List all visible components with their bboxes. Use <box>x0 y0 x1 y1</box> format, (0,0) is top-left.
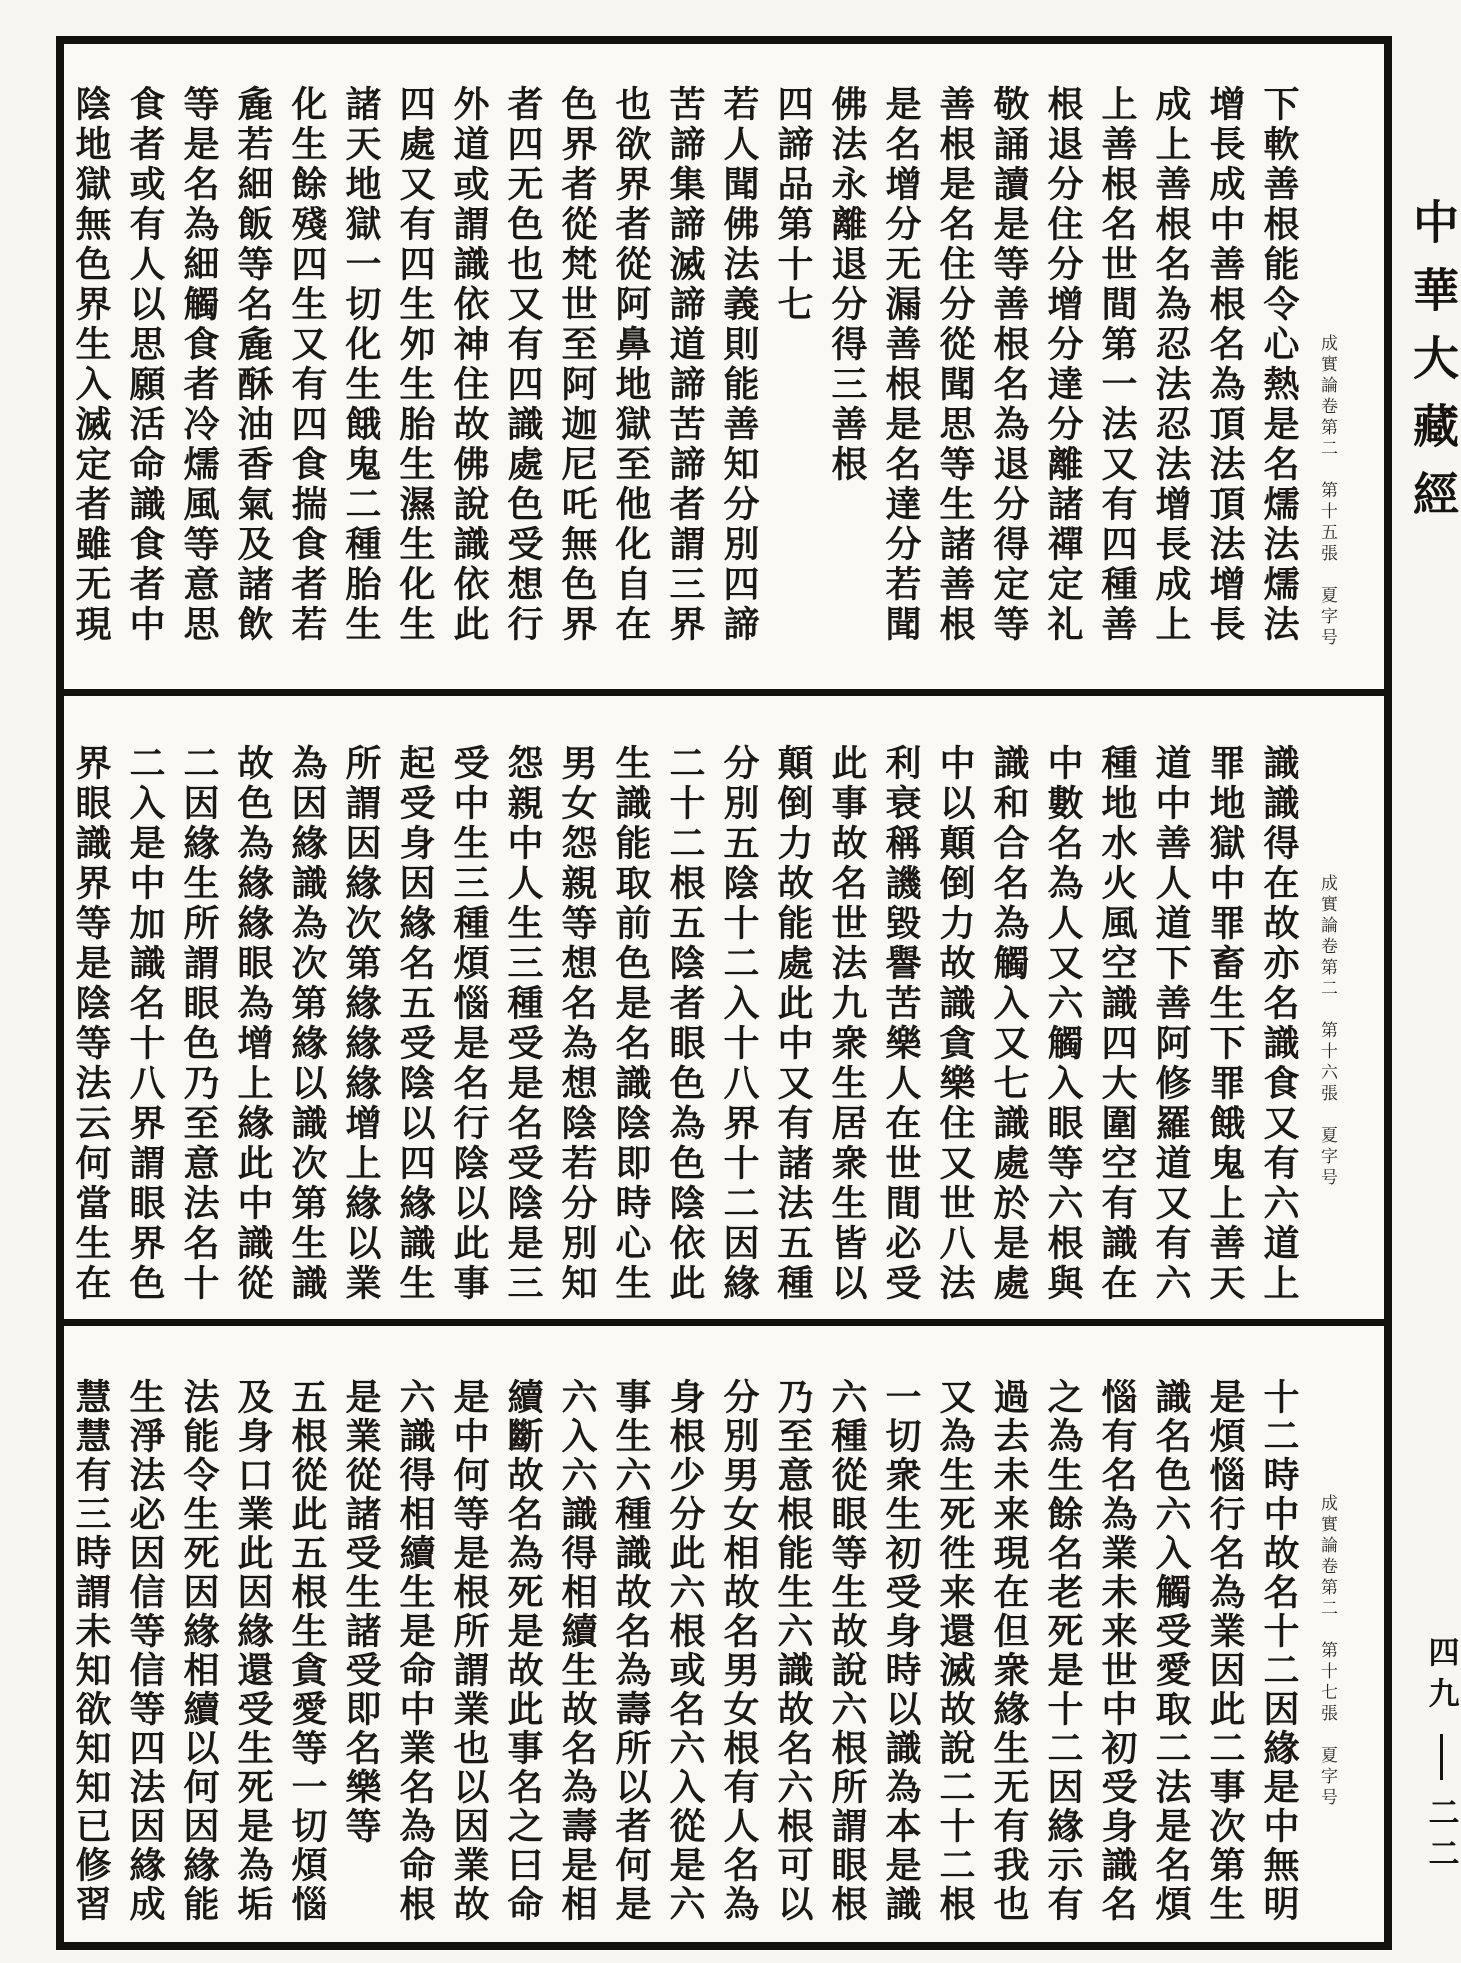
text-column: 二因緣生所謂眼色乃至意法名十 <box>179 744 219 1304</box>
interlinear-note-2: 成實論卷第二 第十六張 夏字号 <box>1318 874 1337 1189</box>
text-column: 慧慧有三時謂未知欲知知已修習 <box>71 1378 111 1924</box>
text-column: 諸天地獄一切化生餓鬼二種胎生 <box>341 85 381 645</box>
text-column: 為因緣識為次第緣以識次第生識 <box>287 744 327 1304</box>
text-column: 化生餘殘四生又有四食揣食者若 <box>287 85 327 645</box>
text-column: 增長成中善根名為頂法頂法增長 <box>1205 85 1245 645</box>
text-column: 利衰稱譏毀譽苦樂人在世間必受 <box>881 744 921 1304</box>
text-column: 起受身因緣名五受陰以四緣識生 <box>395 744 435 1304</box>
page-frame <box>56 36 1392 1950</box>
text-column: 法能令生死因緣相續以何因緣能 <box>179 1378 219 1924</box>
text-column: 怨親中人生三種受是名受陰是三 <box>503 744 543 1304</box>
text-column: 食者或有人以思願活命識食者中 <box>125 85 165 645</box>
text-column: 故色為緣緣眼為增上緣此中識從 <box>233 744 273 1304</box>
page-number-value: 二二 <box>1423 1796 1459 1878</box>
interlinear-note-1: 成實論卷第二 第十五張 夏字号 <box>1318 334 1337 649</box>
text-column: 麁若細飯等名麁酥油香氣及諸飲 <box>233 85 273 645</box>
canon-margin-title: 中華大藏經 <box>1407 198 1458 538</box>
text-column: 下軟善根能令心熱是名燸法燸法 <box>1259 85 1299 645</box>
page-number <box>1418 1636 1461 1878</box>
text-column: 十二時中故名十二因緣是中無明 <box>1259 1378 1299 1924</box>
text-column: 中數名為人又六觸入眼等六根與 <box>1043 744 1083 1304</box>
text-column: 中以顛倒力故識貪樂住又世八法 <box>935 744 975 1304</box>
text-column: 外道或謂識依神住故佛說識依此 <box>449 85 489 645</box>
text-column: 等是名為細觸食者冷燸風等意思 <box>179 85 219 645</box>
text-column: 惱有名為業未来世中初受身識名 <box>1097 1378 1137 1924</box>
text-column: 識識得在故亦名識食又有六道上 <box>1259 744 1299 1304</box>
text-column: 六種從眼等生故說六根所謂眼根 <box>827 1378 867 1924</box>
text-block-1-columns <box>64 85 1306 657</box>
text-column: 界眼識界等是陰等法云何當生在 <box>71 744 111 1304</box>
text-column: 此事故名世法九衆生居衆生皆以 <box>827 744 867 1304</box>
text-column: 識名色六入觸受愛取二法是名煩 <box>1151 1378 1191 1924</box>
text-column: 色界者從梵世至阿迦尼吒無色界 <box>557 85 597 645</box>
text-column: 二入是中加識名十八界謂眼界色 <box>125 744 165 1304</box>
text-column: 及身口業此因緣還受生死是為垢 <box>233 1378 273 1924</box>
text-column: 敬誦讀是等善根名為退分得定等 <box>989 85 1029 645</box>
text-column: 身根少分此六根或名六入從是六 <box>665 1378 705 1924</box>
text-column: 生識能取前色是名識陰即時心生 <box>611 744 651 1304</box>
text-column: 罪地獄中罪畜生下罪餓鬼上善天 <box>1205 744 1245 1304</box>
text-column: 續斷故名為死是故此事名之曰命 <box>503 1378 543 1924</box>
text-column: 事生六種識故名為壽所以者何是 <box>611 1378 651 1924</box>
text-column: 上善根名世間第一法又有四種善 <box>1097 85 1137 645</box>
text-column: 道中善人道下善阿修羅道又有六 <box>1151 744 1191 1304</box>
text-column: 六入六識得相續生故名為壽是相 <box>557 1378 597 1924</box>
text-column: 善根是名住分從聞思等生諸善根 <box>935 85 975 645</box>
interlinear-note-3: 成實論卷第二 第十七張 夏字号 <box>1318 1494 1337 1809</box>
text-block-3 <box>64 1326 1384 1942</box>
text-column: 苦諦集諦滅諦道諦苦諦者謂三界 <box>665 85 705 645</box>
text-block-1 <box>64 44 1384 696</box>
text-column: 是煩惱行名為業因此二事次第生 <box>1205 1378 1245 1924</box>
number-separator <box>1440 1734 1443 1780</box>
text-column: 乃至意根能生六識故名六根可以 <box>773 1378 813 1924</box>
text-block-2-columns <box>64 744 1306 1316</box>
text-column: 也欲界者從阿鼻地獄至他化自在 <box>611 85 651 645</box>
text-column: 男女怨親等想名為想陰若分別知 <box>557 744 597 1304</box>
text-column: 顛倒力故能處此中又有諸法五種 <box>773 744 813 1304</box>
text-column: 識和合名為觸入又七識處於是處 <box>989 744 1029 1304</box>
text-column: 者四无色也又有四識處色受想行 <box>503 85 543 645</box>
text-column: 分別五陰十二入十八界十二因緣 <box>719 744 759 1304</box>
text-column: 是中何等是根所謂業也以因業故 <box>449 1378 489 1924</box>
text-column: 根退分住分增分達分離諸禪定礼 <box>1043 85 1083 645</box>
text-column: 成上善根名為忍法忍法增長成上 <box>1151 85 1191 645</box>
text-column: 又為生死徃来還滅故說二十二根 <box>935 1378 975 1924</box>
text-column: 生淨法必因信等信等四法因緣成 <box>125 1378 165 1924</box>
text-column: 種地水火風空識四大圍空有識在 <box>1097 744 1137 1304</box>
text-column: 六識得相續生是命中業名為命根 <box>395 1378 435 1924</box>
text-column: 四諦品第十七 <box>773 85 813 325</box>
text-column: 所謂因緣次第緣緣緣增上緣以業 <box>341 744 381 1304</box>
text-column: 若人聞佛法義則能善知分別四諦 <box>719 85 759 645</box>
text-column: 是業從諸受生諸受即名樂等 <box>341 1378 381 1846</box>
text-column: 之為生餘名老死是十二因緣示有 <box>1043 1378 1083 1924</box>
text-column: 一切衆生初受身時以識為本是識 <box>881 1378 921 1924</box>
volume-number: 四九 <box>1423 1636 1459 1718</box>
text-column: 四處又有四生夘生胎生濕生化生 <box>395 85 435 645</box>
text-column: 是名增分无漏善根是名達分若聞 <box>881 85 921 645</box>
text-column: 佛法永離退分得三善根 <box>827 85 867 485</box>
text-block-3-columns <box>64 1378 1306 1944</box>
text-column: 二十二根五陰者眼色為色陰依此 <box>665 744 705 1304</box>
text-column: 陰地獄無色界生入滅定者雖无現 <box>71 85 111 645</box>
text-column: 受中生三種煩惱是名行陰以此事 <box>449 744 489 1304</box>
text-column: 過去未来現在但衆緣生无有我也 <box>989 1378 1029 1924</box>
text-block-2 <box>64 696 1384 1326</box>
text-column: 分別男女相故名男女根有人名為 <box>719 1378 759 1924</box>
text-column: 五根從此五根生貪愛等一切煩惱 <box>287 1378 327 1924</box>
